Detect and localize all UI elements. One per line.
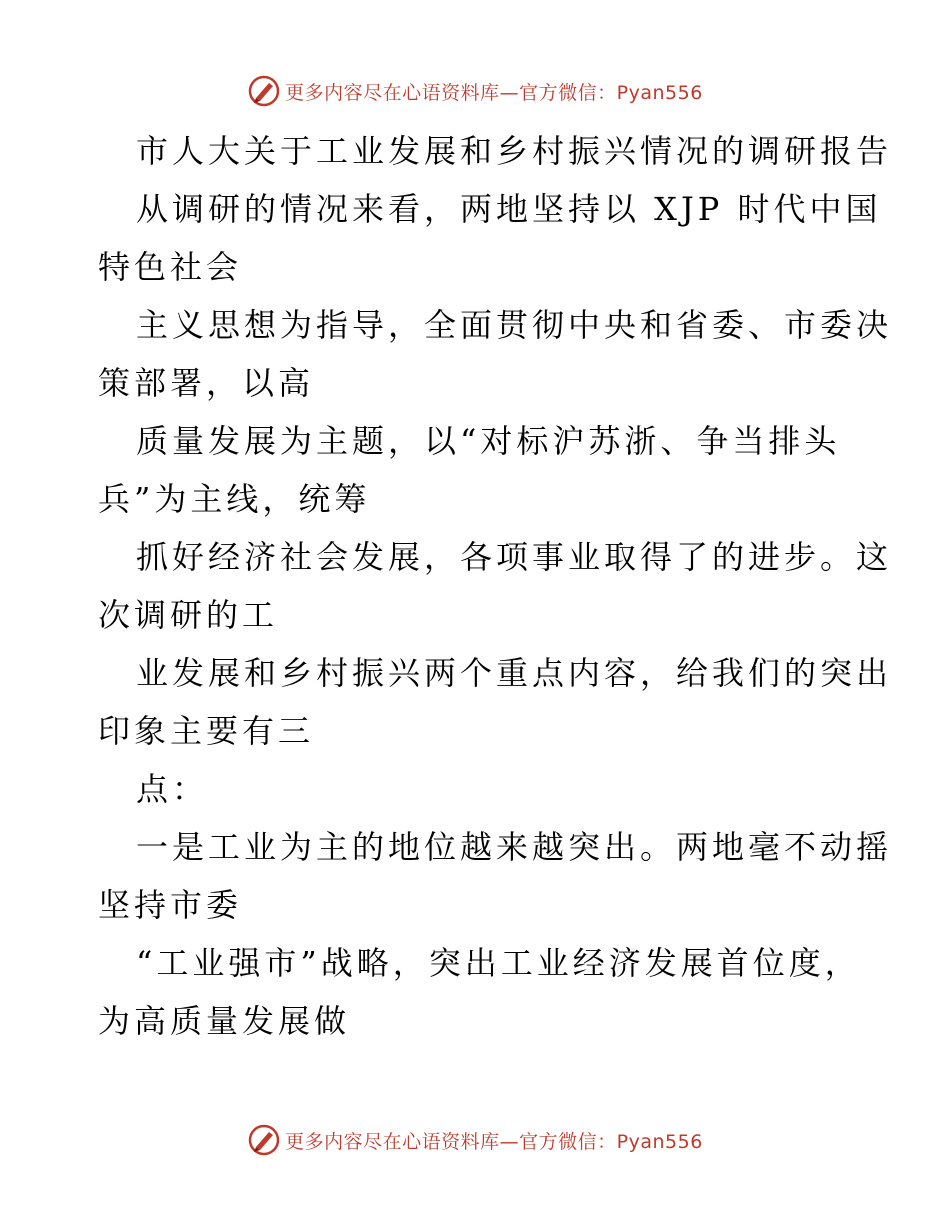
paragraph-line: 次调研的工 xyxy=(98,596,279,634)
paragraph-line: 点： xyxy=(136,770,209,808)
pen-logo-icon xyxy=(247,74,281,108)
paragraph-line: 兵”为主线，统筹 xyxy=(98,480,371,518)
paragraph-line: 特色社会 xyxy=(98,248,243,286)
footer-banner xyxy=(0,1120,950,1160)
paragraph-line: 质量发展为主题，以“对标沪苏浙、争当排头 xyxy=(136,422,841,460)
paragraph-line: 为高质量发展做 xyxy=(98,1002,351,1040)
document-title: 市人大关于工业发展和乡村振兴情况的调研报告 xyxy=(136,132,893,170)
document-body xyxy=(98,122,893,1050)
paragraph-line: 抓好经济社会发展，各项事业取得了的进步。这 xyxy=(136,538,893,576)
paragraph-line: 策部署，以高 xyxy=(98,364,315,402)
footer-banner-text: 更多内容尽在心语资料库—官方微信：Pyan556 xyxy=(285,1130,703,1153)
paragraph-line: 坚持市委 xyxy=(98,886,243,924)
pen-logo-icon xyxy=(247,1123,281,1157)
paragraph-line: 业发展和乡村振兴两个重点内容，给我们的突出 xyxy=(136,654,893,692)
paragraph-line: “工业强市”战略，突出工业经济发展首位度， xyxy=(136,944,861,982)
paragraph-line: 一是工业为主的地位越来越突出。两地毫不动摇 xyxy=(136,828,893,866)
paragraph-line: 从调研的情况来看，两地坚持以 XJP 时代中国 xyxy=(136,190,882,228)
paragraph-line: 主义思想为指导，全面贯彻中央和省委、市委决 xyxy=(136,306,893,344)
header-banner-text: 更多内容尽在心语资料库—官方微信：Pyan556 xyxy=(285,81,703,104)
header-banner xyxy=(0,71,950,111)
paragraph-line: 印象主要有三 xyxy=(98,712,315,750)
